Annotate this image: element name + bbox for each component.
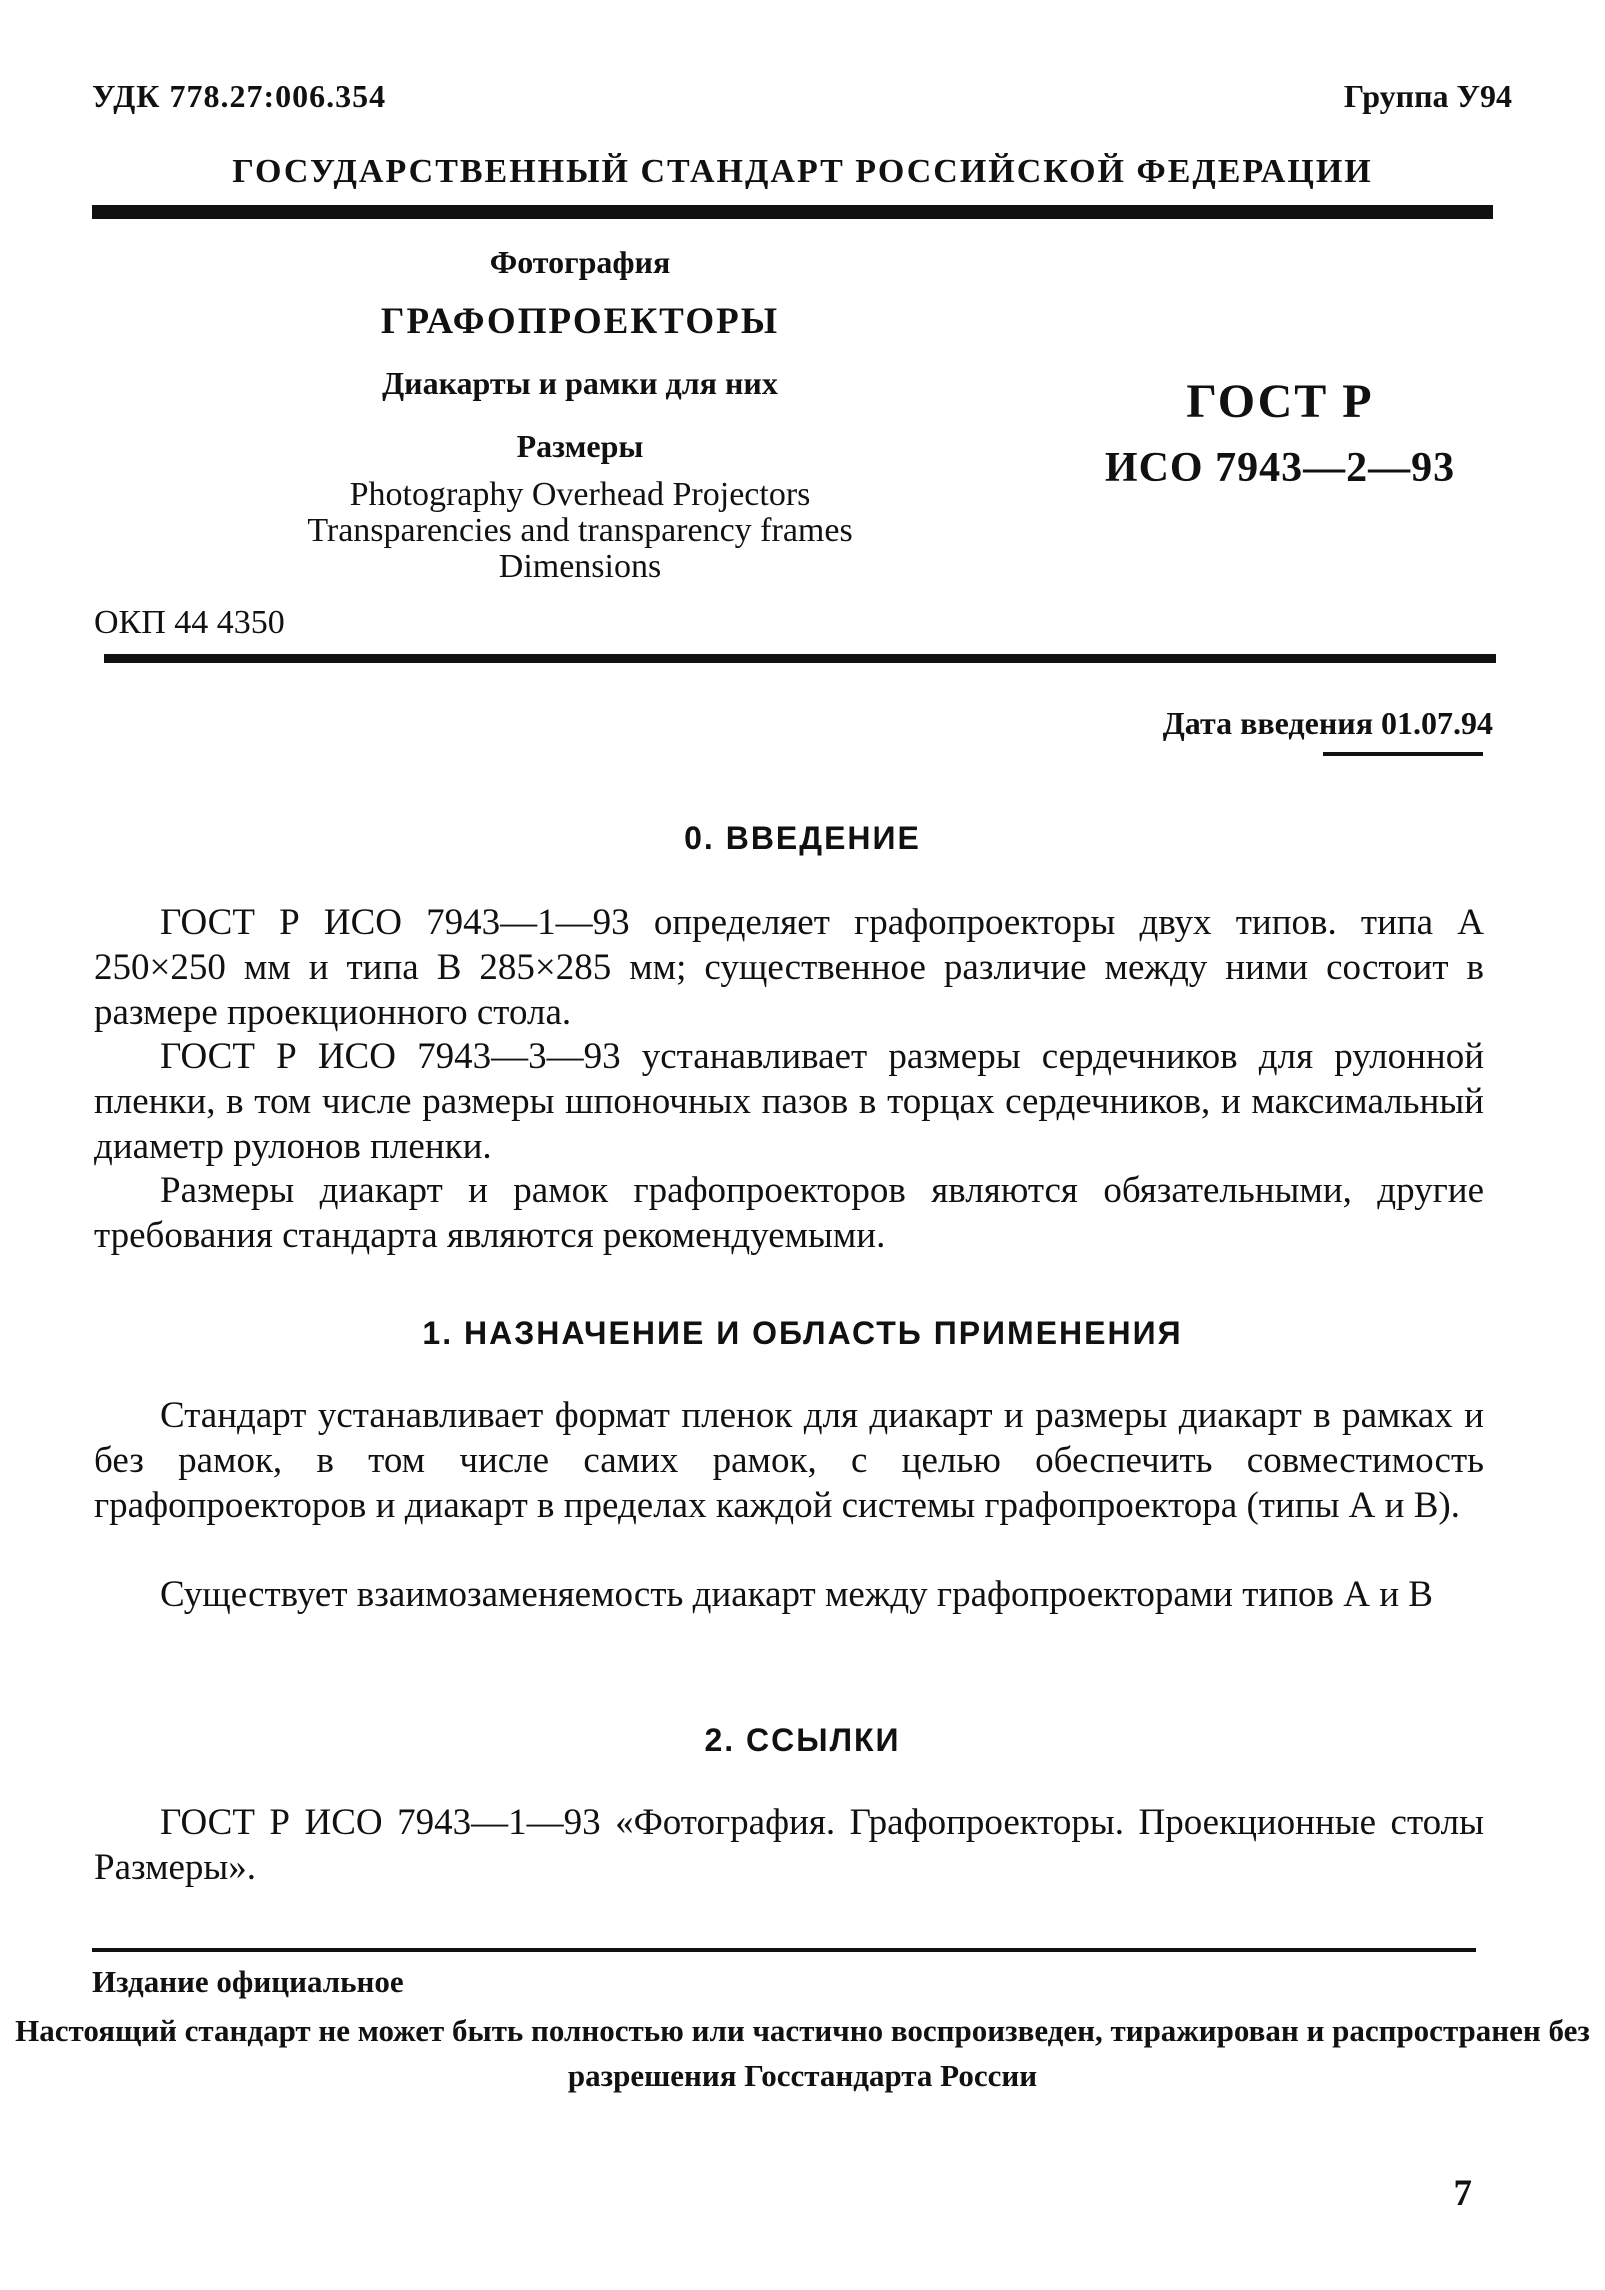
english-title-line-3: Dimensions (498, 548, 662, 585)
introduction-date (1163, 705, 1493, 742)
scope-paragraph-2: Существует взаимозаменяемость диакарт между графопроекторами типов А и В (160, 1574, 1433, 1615)
section-heading-references: 2. ССЫЛКИ (704, 1722, 901, 1758)
gost-designation-line-2: ИСО 7943—2—93 (1104, 445, 1456, 491)
document-section-label: Размеры (516, 428, 644, 464)
title-block-rule (104, 654, 1496, 663)
introduction-date-label: Дата введения (1162, 705, 1373, 741)
section-heading-scope: 1. НАЗНАЧЕНИЕ И ОБЛАСТЬ ПРИМЕНЕНИЯ (422, 1315, 1183, 1351)
document-subtitle: Диакарты и рамки для них (382, 365, 778, 401)
okp-code: ОКП 44 4350 (94, 604, 285, 641)
top-rule (92, 205, 1493, 219)
copyright-notice: Настоящий стандарт не может быть полностью или частично воспроизведен, тиражирован и распространен без разрешения Госстандарта России (15, 2013, 1590, 2093)
edition-label: Издание официальное (92, 1964, 404, 1999)
state-standard-heading: ГОСУДАРСТВЕННЫЙ СТАНДАРТ РОССИЙСКОЙ ФЕДЕРАЦИИ (232, 153, 1373, 190)
references-paragraph-1: ГОСТ Р ИСО 7943—1—93 «Фотография. Графопроекторы. Проекционные столы Размеры». (94, 1802, 1484, 1888)
intro-paragraph-2: ГОСТ Р ИСО 7943—3—93 устанавливает размеры сердечников для рулонной пленки, в том числе размеры шпоночных пазов в торцах сердечников, и максимальный диаметр рулонов пленки. (94, 1036, 1484, 1167)
subject-label: Фотография (489, 244, 671, 280)
section-heading-intro: 0. ВВЕДЕНИЕ (684, 820, 921, 856)
group-code: Группа У94 (1343, 78, 1512, 114)
page-number: 7 (1453, 2173, 1472, 2214)
introduction-date-value: 01.07.94 (1381, 705, 1493, 741)
gost-designation-line-1: ГОСТ Р (1186, 375, 1374, 428)
footer-rule (92, 1948, 1476, 1952)
udk-code: УДК 778.27:006.354 (92, 78, 387, 114)
intro-paragraph-1: ГОСТ Р ИСО 7943—1—93 определяет графопроекторы двух типов. типа А 250×250 мм и типа В 285×285 мм; существенное различие между ними состоит в размере проекционного стола. (94, 902, 1484, 1033)
document-title: ГРАФОПРОЕКТОРЫ (380, 301, 780, 342)
english-title-line-2: Transparencies and transparency frames (307, 512, 853, 549)
scope-paragraph-1: Стандарт устанавливает формат пленок для диакарт и размеры диакарт в рамках и без рамок, в том числе самих рамок, с целью обеспечить совместимость графопроекторов и диакарт в пределах каждой системы графопроектора (типы А и В). (94, 1395, 1484, 1526)
english-title-line-1: Photography Overhead Projectors (349, 476, 811, 513)
intro-paragraph-3: Размеры диакарт и рамок графопроекторов являются обязательными, другие требования стандарта являются рекомендуемыми. (94, 1170, 1484, 1256)
date-underline (1323, 752, 1483, 756)
